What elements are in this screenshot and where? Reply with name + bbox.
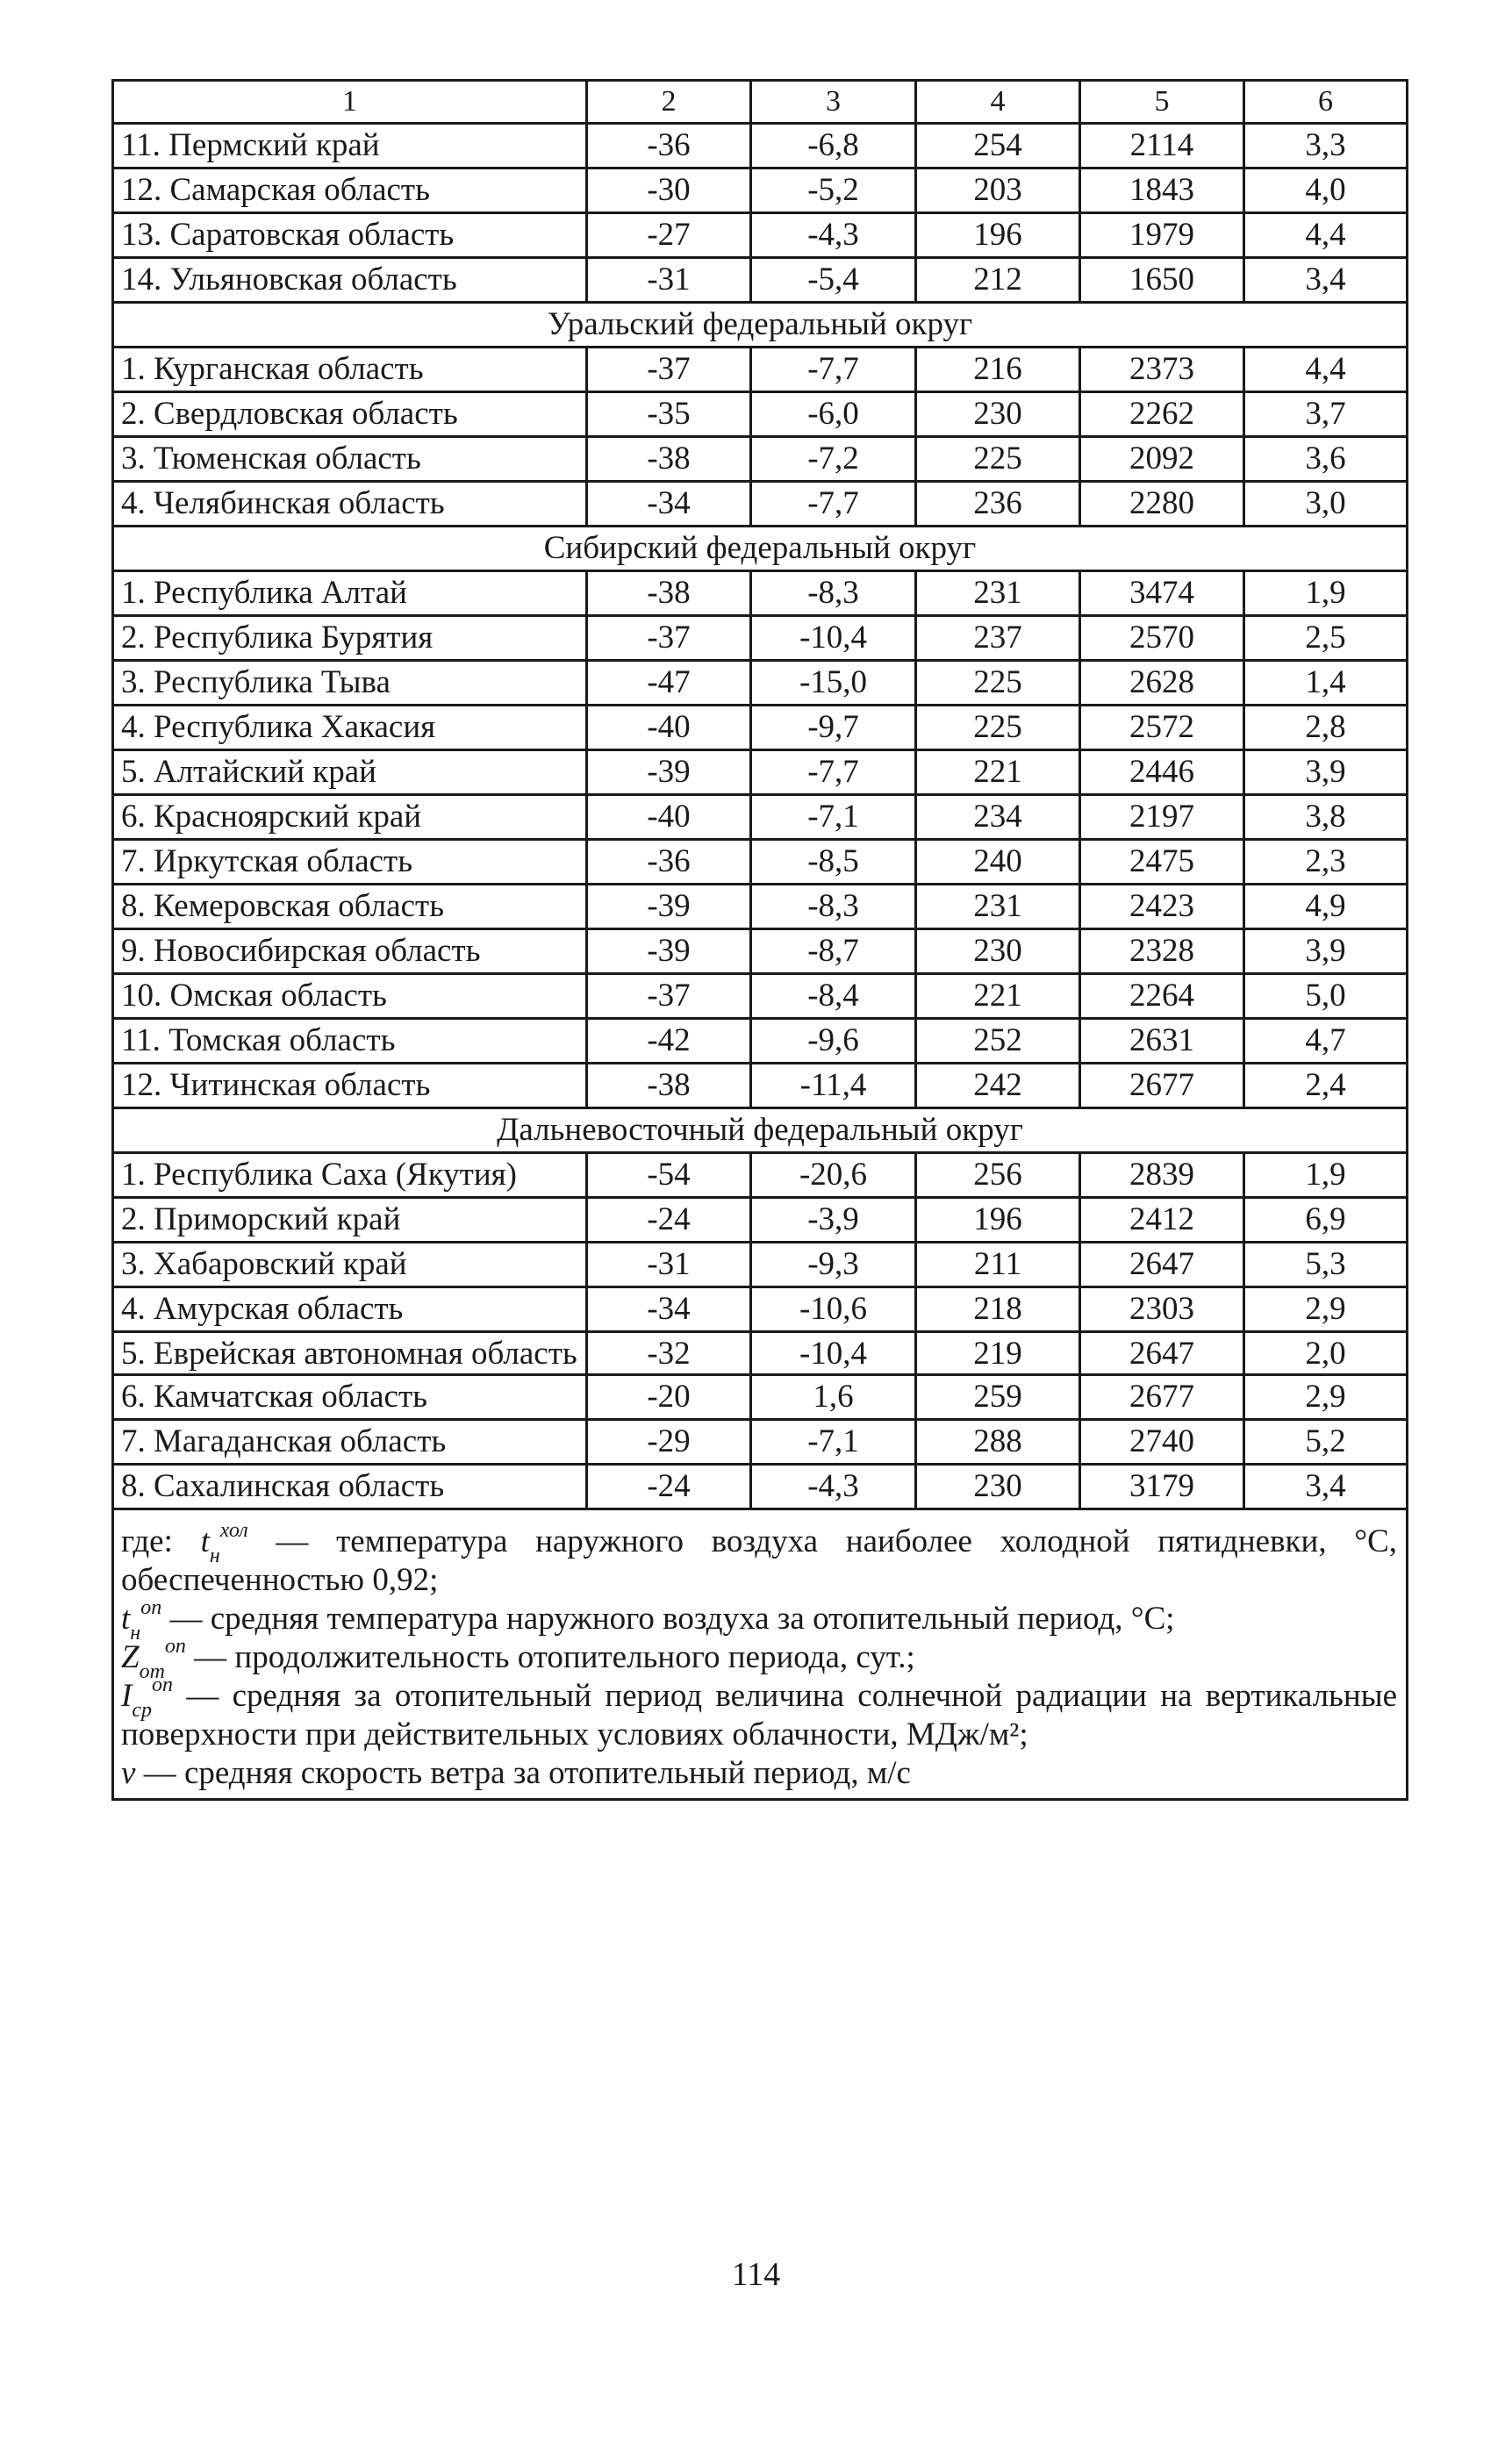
value-cell-c4: 256 bbox=[916, 1153, 1080, 1198]
value-cell-c2: -36 bbox=[587, 124, 751, 168]
region-name: 3. Тюменская область bbox=[113, 437, 587, 482]
value-cell-c5: 2280 bbox=[1080, 482, 1244, 527]
district-heading: Дальневосточный федеральный округ bbox=[113, 1108, 1408, 1153]
value-cell-c4: 230 bbox=[916, 1465, 1080, 1509]
region-name: 7. Магаданская область bbox=[113, 1420, 587, 1465]
value-cell-c4: 231 bbox=[916, 885, 1080, 929]
region-name: 2. Приморский край bbox=[113, 1198, 587, 1243]
value-cell-c6: 2,4 bbox=[1244, 1064, 1408, 1108]
region-name: 8. Сахалинская область bbox=[113, 1465, 587, 1509]
symbol-base: t bbox=[200, 1523, 210, 1559]
value-cell-c3: -9,6 bbox=[751, 1019, 916, 1064]
value-cell-c4: 211 bbox=[916, 1243, 1080, 1287]
value-cell-c3: -8,7 bbox=[751, 929, 916, 974]
climate-table bbox=[111, 79, 1408, 1801]
value-cell-c4: 221 bbox=[916, 750, 1080, 795]
column-header: 4 bbox=[916, 81, 1080, 124]
value-cell-c3: -6,8 bbox=[751, 124, 916, 168]
table-row bbox=[113, 1019, 1408, 1064]
value-cell-c5: 2197 bbox=[1080, 795, 1244, 840]
value-cell-c6: 4,0 bbox=[1244, 168, 1408, 213]
value-cell-c6: 3,3 bbox=[1244, 124, 1408, 168]
value-cell-c4: 218 bbox=[916, 1287, 1080, 1332]
value-cell-c2: -27 bbox=[587, 213, 751, 258]
value-cell-c2: -38 bbox=[587, 1064, 751, 1108]
value-cell-c2: -38 bbox=[587, 571, 751, 616]
value-cell-c4: 288 bbox=[916, 1420, 1080, 1465]
value-cell-c4: 225 bbox=[916, 437, 1080, 482]
value-cell-c2: -20 bbox=[587, 1375, 751, 1420]
symbol-sup: оп bbox=[151, 1673, 173, 1696]
value-cell-c2: -47 bbox=[587, 661, 751, 706]
value-cell-c6: 5,0 bbox=[1244, 974, 1408, 1019]
column-header: 5 bbox=[1080, 81, 1244, 124]
value-cell-c6: 3,9 bbox=[1244, 750, 1408, 795]
column-header: 6 bbox=[1244, 81, 1408, 124]
value-cell-c6: 1,9 bbox=[1244, 571, 1408, 616]
value-cell-c4: 221 bbox=[916, 974, 1080, 1019]
value-cell-c3: -5,4 bbox=[751, 258, 916, 303]
legend-symbol bbox=[121, 1754, 135, 1793]
value-cell-c5: 2092 bbox=[1080, 437, 1244, 482]
table-row bbox=[113, 1332, 1408, 1375]
legend-text: — средняя температура наружного воздуха за отопительный период, °С; bbox=[169, 1601, 1175, 1637]
value-cell-c6: 3,9 bbox=[1244, 929, 1408, 974]
value-cell-c5: 2264 bbox=[1080, 974, 1244, 1019]
value-cell-c2: -54 bbox=[587, 1153, 751, 1198]
value-cell-c3: -20,6 bbox=[751, 1153, 916, 1198]
region-name: 3. Республика Тыва bbox=[113, 661, 587, 706]
value-cell-c5: 2303 bbox=[1080, 1287, 1244, 1332]
value-cell-c4: 231 bbox=[916, 571, 1080, 616]
legend-item bbox=[121, 1754, 1397, 1793]
region-name: 9. Новосибирская область bbox=[113, 929, 587, 974]
symbol-sub: от bbox=[139, 1660, 165, 1684]
symbol-sub: н bbox=[209, 1545, 220, 1568]
value-cell-c6: 3,6 bbox=[1244, 437, 1408, 482]
legend-text: — температура наружного воздуха наиболее холодной пятидневки, °С, обеспеченностью 0,92; bbox=[121, 1523, 1398, 1598]
symbol-base: Z bbox=[121, 1639, 140, 1675]
table-row bbox=[113, 661, 1408, 706]
value-cell-c5: 2423 bbox=[1080, 885, 1244, 929]
table-row bbox=[113, 482, 1408, 527]
region-name: 2. Республика Бурятия bbox=[113, 616, 587, 661]
value-cell-c4: 196 bbox=[916, 1198, 1080, 1243]
value-cell-c5: 2677 bbox=[1080, 1375, 1244, 1420]
legend-symbol bbox=[121, 1634, 186, 1684]
value-cell-c3: -7,7 bbox=[751, 348, 916, 392]
value-cell-c5: 3179 bbox=[1080, 1465, 1244, 1509]
value-cell-c3: -10,6 bbox=[751, 1287, 916, 1332]
value-cell-c4: 203 bbox=[916, 168, 1080, 213]
value-cell-c3: -7,7 bbox=[751, 482, 916, 527]
value-cell-c5: 2677 bbox=[1080, 1064, 1244, 1108]
table-row bbox=[113, 840, 1408, 885]
value-cell-c2: -37 bbox=[587, 616, 751, 661]
legend-symbol bbox=[121, 1673, 173, 1723]
value-cell-c2: -38 bbox=[587, 437, 751, 482]
region-name: 1. Республика Саха (Якутия) bbox=[113, 1153, 587, 1198]
value-cell-c3: -7,7 bbox=[751, 750, 916, 795]
value-cell-c4: 196 bbox=[916, 213, 1080, 258]
legend-item bbox=[121, 1673, 1398, 1754]
value-cell-c5: 2114 bbox=[1080, 124, 1244, 168]
value-cell-c5: 2572 bbox=[1080, 706, 1244, 750]
legend-symbol bbox=[121, 1595, 162, 1645]
value-cell-c2: -34 bbox=[587, 1287, 751, 1332]
table-row bbox=[113, 1198, 1408, 1243]
value-cell-c2: -35 bbox=[587, 392, 751, 437]
region-name: 8. Кемеровская область bbox=[113, 885, 587, 929]
value-cell-c4: 225 bbox=[916, 661, 1080, 706]
district-heading-row bbox=[113, 1108, 1408, 1153]
region-name: 1. Республика Алтай bbox=[113, 571, 587, 616]
value-cell-c2: -37 bbox=[587, 348, 751, 392]
legend-intro: где: bbox=[121, 1523, 173, 1559]
value-cell-c5: 2475 bbox=[1080, 840, 1244, 885]
value-cell-c6: 3,8 bbox=[1244, 795, 1408, 840]
region-name: 1. Курганская область bbox=[113, 348, 587, 392]
table-row bbox=[113, 348, 1408, 392]
column-header: 1 bbox=[113, 81, 587, 124]
value-cell-c6: 5,3 bbox=[1244, 1243, 1408, 1287]
table-row bbox=[113, 213, 1408, 258]
value-cell-c5: 2740 bbox=[1080, 1420, 1244, 1465]
value-cell-c6: 3,4 bbox=[1244, 258, 1408, 303]
symbol-base: v bbox=[121, 1755, 136, 1791]
value-cell-c3: -4,3 bbox=[751, 213, 916, 258]
legend bbox=[113, 1509, 1408, 1800]
table-body bbox=[113, 81, 1408, 1800]
value-cell-c2: -39 bbox=[587, 929, 751, 974]
value-cell-c2: -39 bbox=[587, 885, 751, 929]
column-header: 3 bbox=[751, 81, 916, 124]
legend-text: — продолжительность отопительного периода, сут.; bbox=[194, 1639, 915, 1675]
value-cell-c3: -7,2 bbox=[751, 437, 916, 482]
value-cell-c6: 3,7 bbox=[1244, 392, 1408, 437]
value-cell-c2: -32 bbox=[587, 1332, 751, 1375]
legend-text: — средняя скорость ветра за отопительный период, м/с bbox=[143, 1755, 911, 1791]
value-cell-c2: -31 bbox=[587, 1243, 751, 1287]
region-name: 4. Республика Хакасия bbox=[113, 706, 587, 750]
value-cell-c6: 4,4 bbox=[1244, 348, 1408, 392]
value-cell-c2: -34 bbox=[587, 482, 751, 527]
symbol-sup: хол bbox=[219, 1518, 248, 1542]
value-cell-c5: 2570 bbox=[1080, 616, 1244, 661]
region-name: 10. Омская область bbox=[113, 974, 587, 1019]
header-row bbox=[113, 81, 1408, 124]
district-heading-row bbox=[113, 527, 1408, 571]
table-row bbox=[113, 1287, 1408, 1332]
table-row bbox=[113, 974, 1408, 1019]
value-cell-c3: -4,3 bbox=[751, 1465, 916, 1509]
value-cell-c4: 254 bbox=[916, 124, 1080, 168]
table-row bbox=[113, 929, 1408, 974]
value-cell-c4: 242 bbox=[916, 1064, 1080, 1108]
value-cell-c6: 2,9 bbox=[1244, 1375, 1408, 1420]
legend-item bbox=[121, 1595, 1397, 1645]
value-cell-c4: 252 bbox=[916, 1019, 1080, 1064]
table-row bbox=[113, 750, 1408, 795]
symbol-sub: ср bbox=[132, 1699, 152, 1723]
value-cell-c6: 2,8 bbox=[1244, 706, 1408, 750]
value-cell-c2: -42 bbox=[587, 1019, 751, 1064]
value-cell-c5: 2647 bbox=[1080, 1332, 1244, 1375]
value-cell-c4: 225 bbox=[916, 706, 1080, 750]
symbol-sup: оп bbox=[140, 1595, 162, 1619]
value-cell-c6: 2,3 bbox=[1244, 840, 1408, 885]
value-cell-c3: -9,3 bbox=[751, 1243, 916, 1287]
value-cell-c3: -6,0 bbox=[751, 392, 916, 437]
value-cell-c2: -31 bbox=[587, 258, 751, 303]
district-heading-row bbox=[113, 303, 1408, 348]
value-cell-c2: -39 bbox=[587, 750, 751, 795]
value-cell-c4: 234 bbox=[916, 795, 1080, 840]
region-name: 14. Ульяновская область bbox=[113, 258, 587, 303]
district-heading: Сибирский федеральный округ bbox=[113, 527, 1408, 571]
value-cell-c2: -40 bbox=[587, 795, 751, 840]
value-cell-c5: 2328 bbox=[1080, 929, 1244, 974]
value-cell-c2: -40 bbox=[587, 706, 751, 750]
value-cell-c3: -7,1 bbox=[751, 1420, 916, 1465]
page-number: 114 bbox=[731, 2256, 781, 2293]
table-row bbox=[113, 392, 1408, 437]
symbol-sup: оп bbox=[164, 1634, 186, 1658]
value-cell-c5: 2647 bbox=[1080, 1243, 1244, 1287]
value-cell-c6: 2,5 bbox=[1244, 616, 1408, 661]
value-cell-c3: -9,7 bbox=[751, 706, 916, 750]
table-row bbox=[113, 706, 1408, 750]
value-cell-c5: 1979 bbox=[1080, 213, 1244, 258]
region-name: 13. Саратовская область bbox=[113, 213, 587, 258]
symbol-base: I bbox=[121, 1678, 133, 1714]
region-name: 4. Челябинская область bbox=[113, 482, 587, 527]
legend-item bbox=[121, 1634, 1397, 1684]
value-cell-c4: 230 bbox=[916, 929, 1080, 974]
value-cell-c6: 2,0 bbox=[1244, 1332, 1408, 1375]
value-cell-c3: -15,0 bbox=[751, 661, 916, 706]
value-cell-c2: -24 bbox=[587, 1198, 751, 1243]
value-cell-c6: 2,9 bbox=[1244, 1287, 1408, 1332]
region-name: 5. Алтайский край bbox=[113, 750, 587, 795]
value-cell-c4: 259 bbox=[916, 1375, 1080, 1420]
value-cell-c5: 2628 bbox=[1080, 661, 1244, 706]
value-cell-c5: 2446 bbox=[1080, 750, 1244, 795]
value-cell-c6: 1,4 bbox=[1244, 661, 1408, 706]
value-cell-c5: 2631 bbox=[1080, 1019, 1244, 1064]
value-cell-c3: -5,2 bbox=[751, 168, 916, 213]
table-row bbox=[113, 258, 1408, 303]
value-cell-c5: 2262 bbox=[1080, 392, 1244, 437]
value-cell-c4: 230 bbox=[916, 392, 1080, 437]
legend-text: — средняя за отопительный период величина солнечной радиации на вертикальные поверхности при действительных условиях облачности, МДж/м²; bbox=[121, 1678, 1398, 1752]
value-cell-c5: 3474 bbox=[1080, 571, 1244, 616]
region-name: 6. Камчатская область bbox=[113, 1375, 587, 1420]
value-cell-c3: -8,3 bbox=[751, 571, 916, 616]
value-cell-c4: 212 bbox=[916, 258, 1080, 303]
value-cell-c4: 216 bbox=[916, 348, 1080, 392]
value-cell-c3: -7,1 bbox=[751, 795, 916, 840]
value-cell-c2: -29 bbox=[587, 1420, 751, 1465]
legend-row bbox=[113, 1509, 1408, 1800]
value-cell-c3: -11,4 bbox=[751, 1064, 916, 1108]
value-cell-c5: 2412 bbox=[1080, 1198, 1244, 1243]
value-cell-c5: 1843 bbox=[1080, 168, 1244, 213]
value-cell-c6: 6,9 bbox=[1244, 1198, 1408, 1243]
region-name: 11. Пермский край bbox=[113, 124, 587, 168]
value-cell-c6: 5,2 bbox=[1244, 1420, 1408, 1465]
region-name: 2. Свердловская область bbox=[113, 392, 587, 437]
region-name: 5. Еврейская автономная область bbox=[113, 1332, 587, 1375]
region-name: 12. Самарская область bbox=[113, 168, 587, 213]
value-cell-c4: 240 bbox=[916, 840, 1080, 885]
table-row bbox=[113, 571, 1408, 616]
table-row bbox=[113, 1064, 1408, 1108]
value-cell-c3: -8,3 bbox=[751, 885, 916, 929]
value-cell-c4: 237 bbox=[916, 616, 1080, 661]
value-cell-c6: 4,7 bbox=[1244, 1019, 1408, 1064]
value-cell-c5: 1650 bbox=[1080, 258, 1244, 303]
region-name: 11. Томская область bbox=[113, 1019, 587, 1064]
value-cell-c4: 236 bbox=[916, 482, 1080, 527]
table-row bbox=[113, 616, 1408, 661]
table-row bbox=[113, 1465, 1408, 1509]
symbol-base: t bbox=[121, 1601, 131, 1637]
table-row bbox=[113, 1375, 1408, 1420]
column-header: 2 bbox=[587, 81, 751, 124]
table-row bbox=[113, 168, 1408, 213]
value-cell-c6: 4,4 bbox=[1244, 213, 1408, 258]
region-name: 4. Амурская область bbox=[113, 1287, 587, 1332]
table-row bbox=[113, 1420, 1408, 1465]
value-cell-c3: -10,4 bbox=[751, 616, 916, 661]
table-row bbox=[113, 795, 1408, 840]
value-cell-c3: -3,9 bbox=[751, 1198, 916, 1243]
region-name: 12. Читинская область bbox=[113, 1064, 587, 1108]
table-row bbox=[113, 1243, 1408, 1287]
value-cell-c5: 2373 bbox=[1080, 348, 1244, 392]
value-cell-c2: -36 bbox=[587, 840, 751, 885]
legend-item bbox=[121, 1518, 1398, 1600]
value-cell-c3: -10,4 bbox=[751, 1332, 916, 1375]
district-heading: Уральский федеральный округ bbox=[113, 303, 1408, 348]
table-row bbox=[113, 124, 1408, 168]
symbol-sub: н bbox=[130, 1622, 141, 1645]
value-cell-c2: -30 bbox=[587, 168, 751, 213]
value-cell-c6: 3,0 bbox=[1244, 482, 1408, 527]
table-row bbox=[113, 437, 1408, 482]
value-cell-c6: 4,9 bbox=[1244, 885, 1408, 929]
value-cell-c3: -8,5 bbox=[751, 840, 916, 885]
value-cell-c2: -24 bbox=[587, 1465, 751, 1509]
value-cell-c3: 1,6 bbox=[751, 1375, 916, 1420]
region-name: 7. Иркутская область bbox=[113, 840, 587, 885]
value-cell-c3: -8,4 bbox=[751, 974, 916, 1019]
legend-symbol bbox=[200, 1518, 248, 1568]
table-row bbox=[113, 1153, 1408, 1198]
value-cell-c4: 219 bbox=[916, 1332, 1080, 1375]
region-name: 3. Хабаровский край bbox=[113, 1243, 587, 1287]
table-row bbox=[113, 885, 1408, 929]
region-name: 6. Красноярский край bbox=[113, 795, 587, 840]
value-cell-c6: 1,9 bbox=[1244, 1153, 1408, 1198]
value-cell-c6: 3,4 bbox=[1244, 1465, 1408, 1509]
value-cell-c2: -37 bbox=[587, 974, 751, 1019]
value-cell-c5: 2839 bbox=[1080, 1153, 1244, 1198]
